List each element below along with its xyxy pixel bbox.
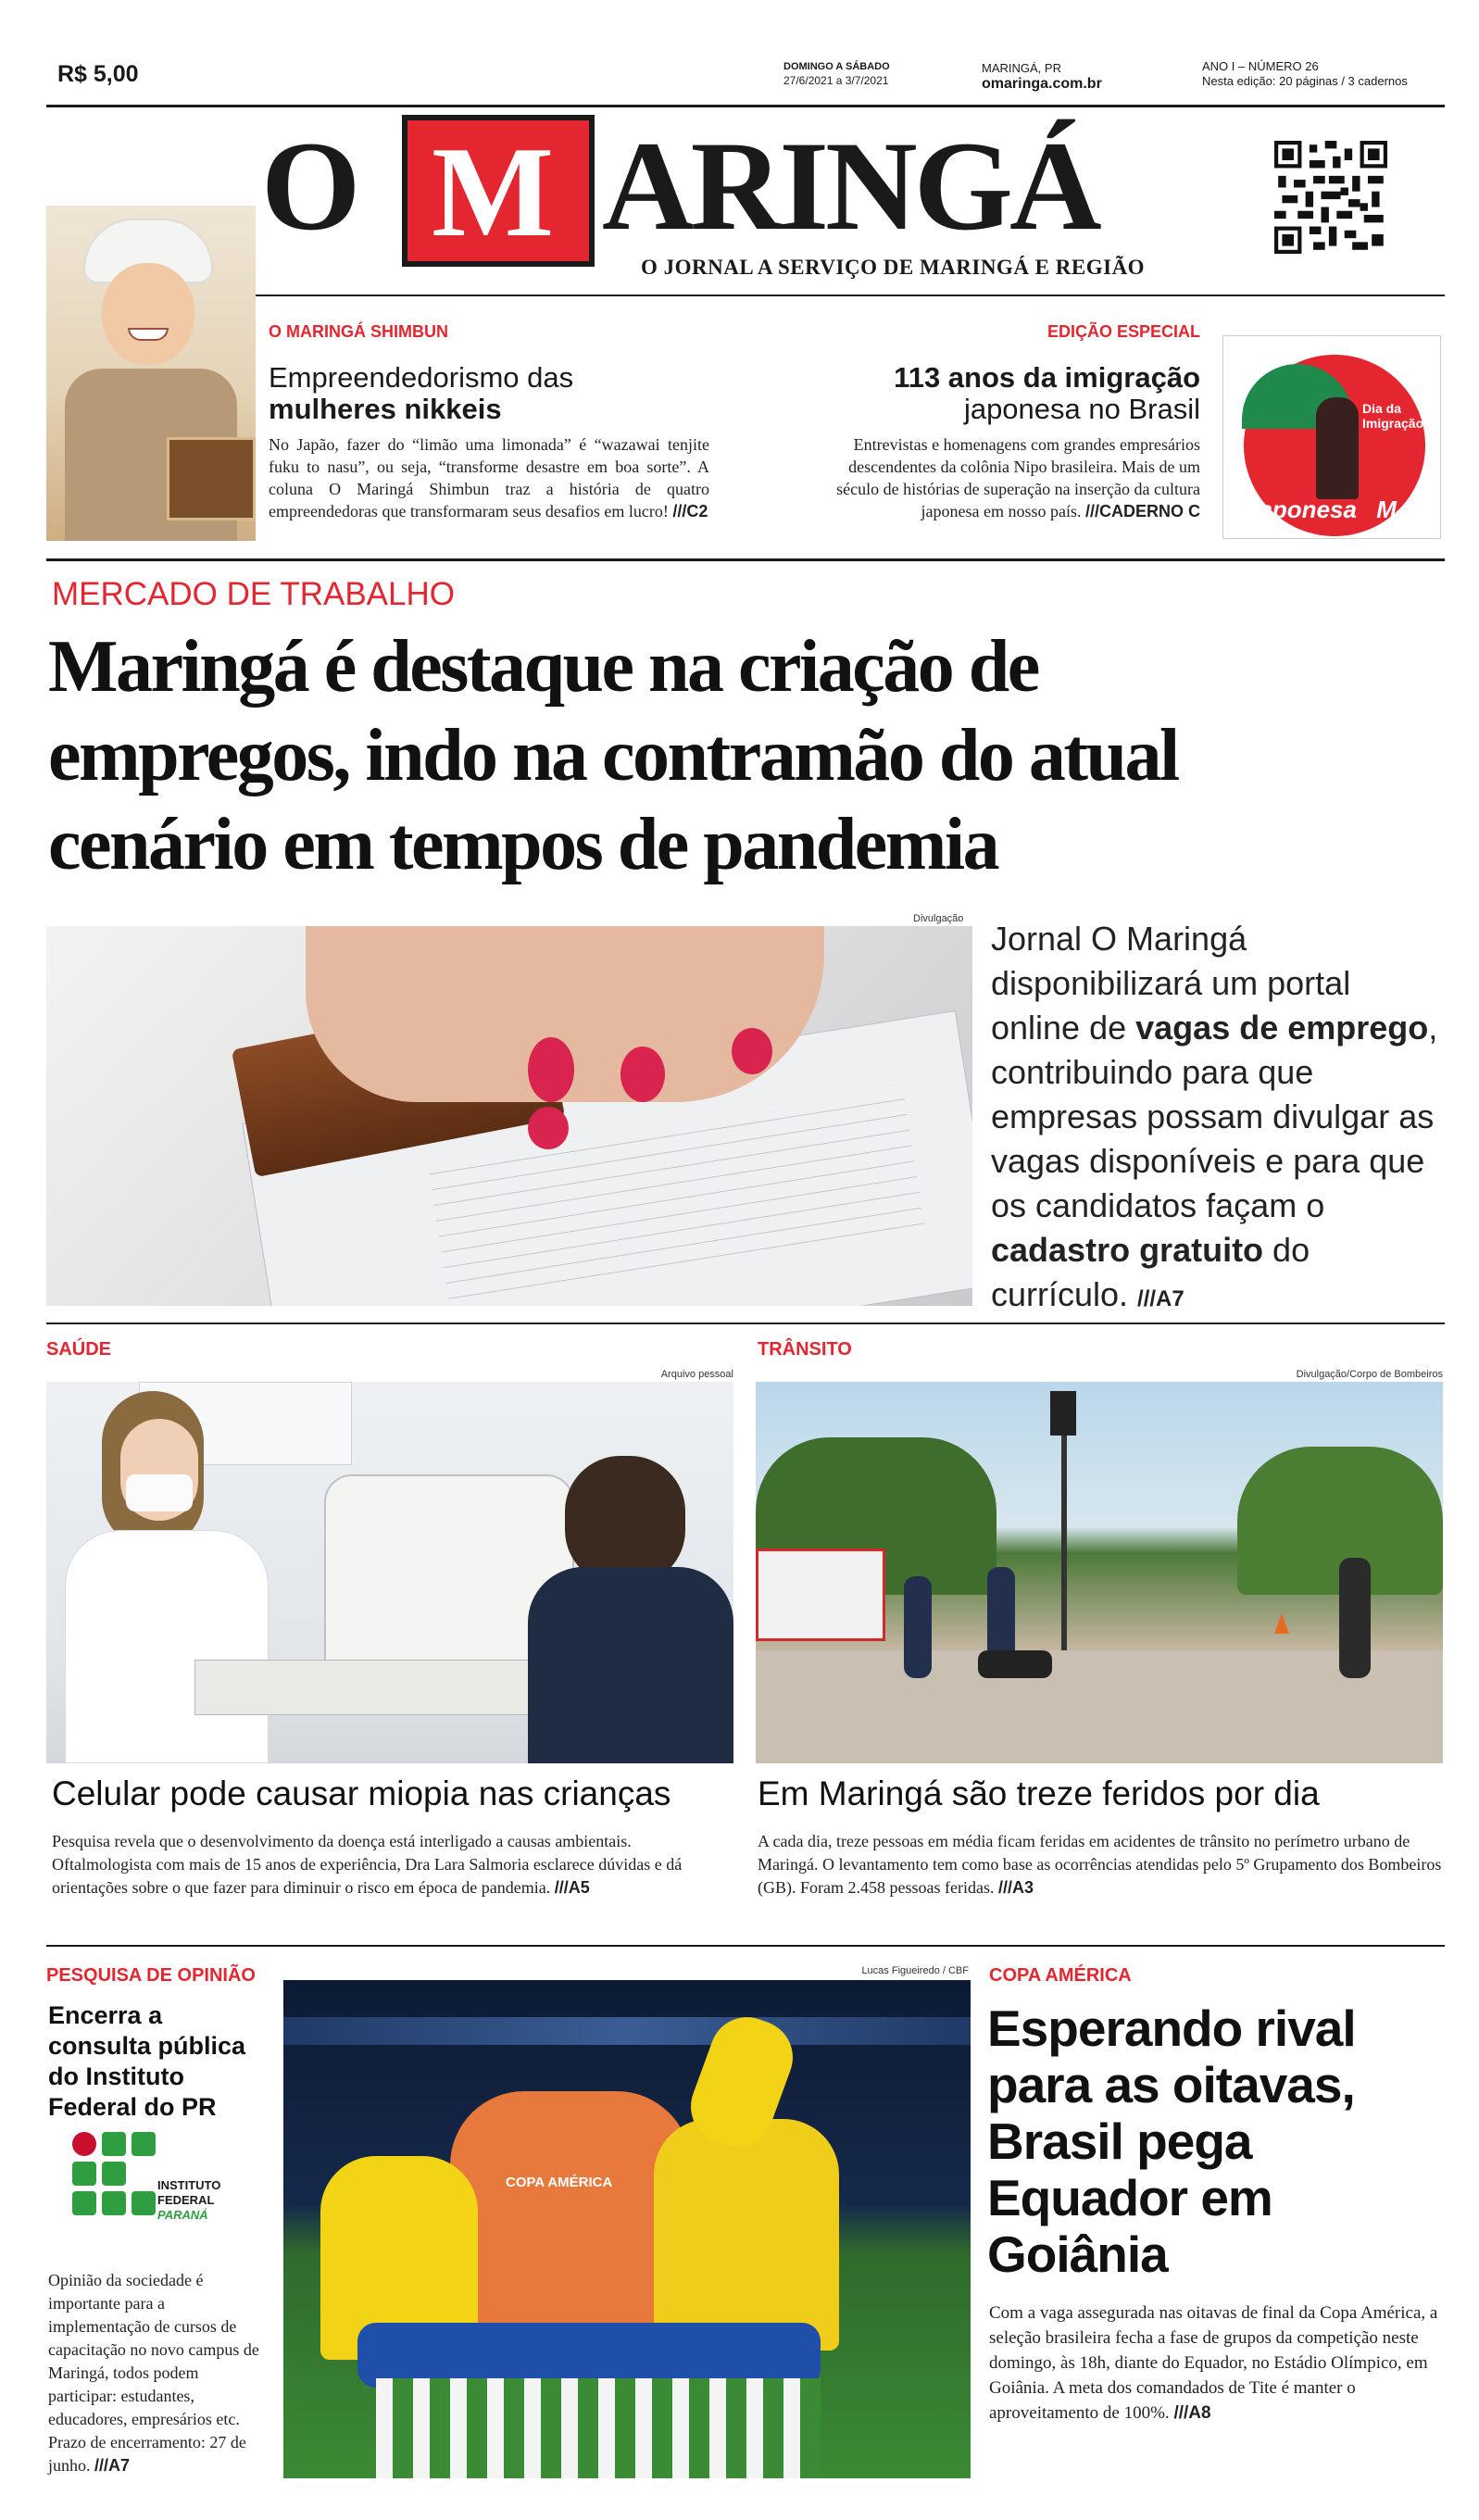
nail-1 xyxy=(528,1037,574,1102)
logo-letter-m: M xyxy=(432,120,555,264)
transito-photo[interactable] xyxy=(756,1382,1443,1763)
especial-section: EDIÇÃO ESPECIAL xyxy=(1047,322,1200,341)
copa-section: COPA AMÉRICA xyxy=(989,1965,1132,1986)
jersey-text: COPA AMÉRICA xyxy=(506,2175,613,2190)
lead-summary-2: , contribuindo para que empresas possam divulgar as vagas disponíveis e para que os candidatos façam o xyxy=(991,1009,1438,1224)
masthead-top-rule xyxy=(46,105,1445,107)
ifpr-block-7 xyxy=(132,2191,156,2215)
masthead-logo xyxy=(261,111,1224,269)
doctor-coat xyxy=(65,1530,269,1763)
chocolate-box xyxy=(167,437,256,520)
lead-summary-1: Jornal O Maringá disponibilizará um portal online de xyxy=(991,920,1351,1047)
date-range: 27/6/2021 a 3/7/2021 xyxy=(783,74,889,87)
cover-figure xyxy=(1316,397,1359,499)
lead-summary[interactable] xyxy=(991,917,1443,1322)
ifpr-logo[interactable] xyxy=(72,2132,257,2234)
ifpr-block-6 xyxy=(102,2191,126,2215)
lead-summary-3: do currículo. xyxy=(991,1231,1310,1313)
cover-title-text: Japonesa xyxy=(1246,495,1357,523)
saude-section: SAÚDE xyxy=(46,1339,112,1360)
cover-title xyxy=(1246,495,1397,524)
date-label: DOMINGO A SÁBADO xyxy=(783,61,890,72)
lead-bottom-rule xyxy=(46,1323,1445,1324)
child-head xyxy=(565,1456,685,1586)
lead-section: MERCADO DE TRABALHO xyxy=(52,576,455,612)
saude-body-text: Pesquisa revela que o desenvolvimento da doença está interligado a causas ambientais. Oftalmologista com mais de 15 anos de experiência, Dra Lara Salmoria esclarece dúvidas e dá orientações sobre o que fazer para diminuir o risco em época de pandemia. xyxy=(52,1832,683,1897)
shimbun-photo[interactable] xyxy=(46,206,256,541)
ifpr-block-5 xyxy=(72,2191,96,2215)
transito-section: TRÂNSITO xyxy=(758,1339,852,1360)
lead-headline-line-1: Maringá é destaque na criação de xyxy=(48,626,1038,708)
lead-summary-bold-1: vagas de emprego xyxy=(1135,1009,1429,1047)
copa-ref[interactable]: ///A8 xyxy=(1173,2403,1211,2423)
especial-ref[interactable]: ///CADERNO C xyxy=(1084,502,1200,520)
lead-summary-bold-2: cadastro gratuito xyxy=(991,1231,1264,1269)
lead-ref[interactable]: ///A7 xyxy=(1137,1286,1184,1311)
cover-badge: Dia da Imigração xyxy=(1362,401,1424,431)
ambulance xyxy=(756,1548,885,1641)
logo-wordmark: ARINGÁ xyxy=(602,115,1098,257)
especial-title-1[interactable]: 113 anos da imigração xyxy=(894,361,1200,394)
saude-headline[interactable]: Celular pode causar miopia nas crianças xyxy=(52,1774,671,1812)
chef-face xyxy=(102,263,194,365)
transito-photo-credit: Divulgação/Corpo de Bombeiros xyxy=(1296,1369,1443,1380)
masthead-bottom-rule xyxy=(252,295,1445,296)
stadium-lights xyxy=(283,2017,971,2045)
ifpr-dot-red xyxy=(72,2132,96,2156)
saude-body xyxy=(52,1830,728,1899)
ifpr-block-4 xyxy=(102,2162,126,2186)
rescuer-3 xyxy=(1339,1558,1371,1678)
pesquisa-title[interactable]: Encerra a consulta pública do Instituto Federal do PR xyxy=(48,2001,246,2121)
transito-headline[interactable]: Em Maringá são treze feridos por dia xyxy=(758,1774,1320,1812)
lead-headline-line-3: cenário em tempos de pandemia xyxy=(48,804,998,885)
transito-body xyxy=(758,1830,1443,1899)
edition-pages: Nesta edição: 20 páginas / 3 cadernos xyxy=(1202,74,1408,88)
especial-body xyxy=(815,433,1200,522)
saude-photo-credit: Arquivo pessoal xyxy=(660,1369,733,1380)
nail-2 xyxy=(620,1047,665,1102)
pesquisa-body-text: Opinião da sociedade é importante para a implementação de cursos de capacitação no novo campus de Maringá, todos podem participar: estudantes, educadores, empresários etc. Prazo de encerramento: 27 de junho. xyxy=(48,2271,259,2475)
copa-photo-credit: Lucas Figueiredo / CBF xyxy=(861,1965,969,1976)
qr-code[interactable] xyxy=(1274,141,1387,254)
ifpr-block-1 xyxy=(102,2132,126,2156)
shimbun-body-text: No Japão, fazer do “limão uma limonada” é “wazawai tenjite fuku to nasu”, ou seja, “transforme desastre em boa sorte”. A coluna O Maringá Shimbun traz a história de quatro empreendedoras que transformaram seus desafios em lucro! xyxy=(269,435,709,520)
logo-letter-o: O xyxy=(261,115,361,257)
saude-photo[interactable] xyxy=(46,1382,733,1763)
lead-headline-line-2: empregos, indo na contramão do atual xyxy=(48,715,1178,796)
city: MARINGÁ, PR xyxy=(982,61,1061,75)
copa-body-text: Com a vaga assegurada nas oitavas de final da Copa América, a seleção brasileira fecha a fase de grupos da competição neste domingo, às 18h, diante do Equador, no Estádio Olímpico, em Goiânia. A meta dos comandados de Tite é manter o aproveitamento de 100%. xyxy=(989,2303,1438,2423)
ifpr-name-3: PARANÁ xyxy=(157,2208,208,2222)
ifpr-name-2: FEDERAL xyxy=(157,2193,215,2207)
especial-title-2[interactable]: japonesa no Brasil xyxy=(963,393,1200,425)
motorcycle xyxy=(978,1650,1052,1678)
copa-body xyxy=(989,2301,1443,2426)
transito-body-text: A cada dia, treze pessoas em média ficam feridas em acidentes de trânsito no perímetro urbano de Maringá. O levantamento tem como base as ocorrências atendidas pelo 5º Grupamento dos Bombeiros (GB). Foram 2.458 pessoas feridas. xyxy=(758,1832,1442,1897)
player-group-yellow-right xyxy=(654,2119,839,2351)
lead-photo[interactable] xyxy=(46,926,972,1306)
traffic-pole xyxy=(1061,1400,1067,1660)
pesquisa-body xyxy=(48,2269,270,2477)
especial-body-text: Entrevistas e homenagens com grandes empresários descendentes da colônia Nipo brasileira. Mais de um século de histórias de superação na inserção da cultura japonesa em nosso país. xyxy=(836,435,1200,520)
shimbun-title-2[interactable]: mulheres nikkeis xyxy=(269,393,502,425)
rescuer-1 xyxy=(904,1576,932,1678)
shimbun-ref[interactable]: ///C2 xyxy=(672,502,708,520)
traffic-light xyxy=(1050,1391,1076,1436)
ifpr-block-3 xyxy=(72,2162,96,2186)
cover-title-m: M xyxy=(1376,495,1397,523)
pesquisa-section: PESQUISA DE OPINIÃO xyxy=(46,1965,256,1986)
ifpr-name-1: INSTITUTO xyxy=(157,2178,221,2192)
traffic-cone xyxy=(1274,1613,1289,1634)
price: R$ 5,00 xyxy=(57,61,139,87)
saude-ref[interactable]: ///A5 xyxy=(554,1878,590,1897)
middle-bottom-rule xyxy=(46,1945,1445,1947)
edition-number: ANO I – NÚMERO 26 xyxy=(1202,59,1319,73)
masthead-tagline: O JORNAL A SERVIÇO DE MARINGÁ E REGIÃO xyxy=(641,256,1146,279)
shimbun-title-1[interactable]: Empreendedorismo das xyxy=(269,361,574,394)
nail-3 xyxy=(732,1028,772,1074)
teaser-bottom-rule xyxy=(46,558,1445,561)
child-body xyxy=(528,1567,733,1763)
shimbun-body xyxy=(269,433,709,522)
website[interactable]: omaringa.com.br xyxy=(982,76,1102,92)
especial-cover[interactable] xyxy=(1222,335,1441,539)
player-legs xyxy=(376,2378,821,2478)
copa-headline[interactable]: Esperando rival para as oitavas, Brasil pega Equador em Goiânia xyxy=(987,2000,1356,2283)
lead-headline[interactable] xyxy=(48,622,1178,889)
doctor-mask xyxy=(126,1474,193,1511)
nail-4 xyxy=(528,1107,569,1149)
pesquisa-ref[interactable]: ///A7 xyxy=(94,2456,131,2475)
lead-photo-credit: Divulgação xyxy=(913,913,964,924)
shimbun-section: O MARINGÁ SHIMBUN xyxy=(269,322,448,341)
transito-ref[interactable]: ///A3 xyxy=(997,1878,1034,1897)
copa-photo[interactable] xyxy=(283,1980,971,2478)
logo-m-box xyxy=(402,115,595,267)
ifpr-block-2 xyxy=(132,2132,156,2156)
